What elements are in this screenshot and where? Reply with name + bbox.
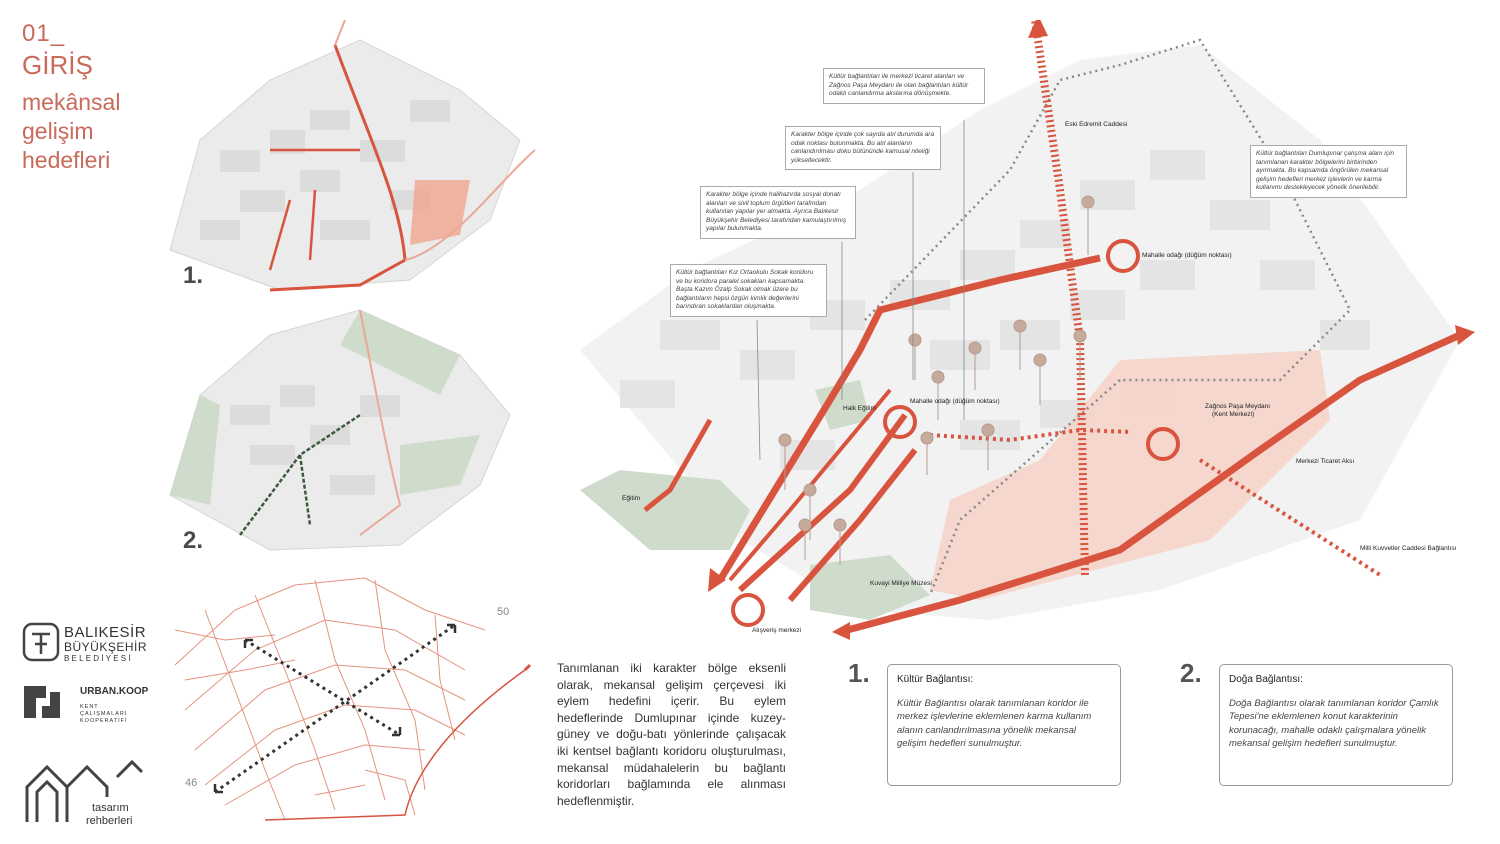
balikesir-line-2: BÜYÜKŞEHİR [64,640,148,654]
urbankoop-line-1: KENT [80,704,99,710]
box-2-text: Doğa Bağlantısı olarak tanımlanan koridor Çamlık Tepesi'ne eklemlenen konut karakterinin korunacağı, mahalle odaklı çalışmalara yönelik mekansal gelişim hedefleri sunulmuştur. [1229,698,1439,749]
doga-baglantisi-box [1219,664,1453,786]
box-1-text: Kültür Bağlantısı olarak tanımlanan koridor ile merkez işlevlerine eklemlenen karma kullanım alanın canlandırılmasına yönelik mekansal gelişim hedefleri sunulmuştur. [897,698,1092,749]
balikesir-line-3: BELEDİYESİ [64,654,133,663]
figure-1-map [160,20,550,300]
box-1-title: Kültür Bağlantısı: [897,674,974,685]
balikesir-line-1: BALIKESİR [64,624,147,641]
label-zagnos: Zağnos Paşa Meydanı [1205,403,1271,410]
label-egitim: Eğitim [622,495,641,502]
urbankoop-title: URBAN.KOOP [80,686,149,697]
tasarim-house-icon [22,752,152,824]
page-subtitle [22,88,120,175]
map-note-5: Kültür bağlantıları Dumlupınar çalışma alanı için tanımlanan karakter bölgelerini birbirinden ayırmakta. Bu kapsamda öngörülen mekansal gelişim hedefleri merkez işlevlerin ve karma kullanımı destekleyecek yönelik önerilebilir. [1250,145,1407,198]
label-kuvayi-milliye: Kuvayi Milliye Müzesi [870,580,932,587]
figure-2-label: 2. [183,527,204,554]
box-2-number: 2. [1180,658,1202,688]
tasarim-rehberleri-logo [22,752,152,829]
urbankoop-line-2: ÇALIŞMALARI [80,711,128,717]
subtitle-line-1: mekânsal [22,89,121,115]
node-circle-4 [733,595,763,625]
balikesir-logo [22,622,148,667]
body-paragraph: Tanımlanan iki karakter bölge eksenli olarak, mekansal gelişim çerçevesi iki eylem hedefini içerir. Bu eylem hedeflerinde Dumlupınar içinde kuzey-güney ve doğu-batı yönlerinde çalışacak iki kentsel bağlantı koridoru oluşturulması, mekansal müdahalelerin bu bağlantı koridorları bağlamında ele alınması hedeflenmiştir. [557,661,786,808]
label-mahalle-odagi-1: Mahalle odağı (düğüm noktası) [1142,252,1232,259]
figure-3-label-left: 46 [185,777,198,789]
map-note-2: Karakter bölge içinde çok sayıda atıl durumda ara odak noktası bulunmakta. Bu atıl alanların canlandırılması doku bütününde kamusal niteliği yükseltecektir. [785,126,941,170]
section-number: 01_ [22,20,66,47]
page-title: GİRİŞ [22,50,93,80]
tasarim-line-1: tasarım [92,802,129,814]
kultur-baglantisi-box [887,664,1121,786]
label-kent-merkezi: (Kent Merkezi) [1212,411,1255,418]
urbankoop-logo [22,684,149,725]
subtitle-line-3: hedefleri [22,147,111,173]
figure-3-label-right: 50 [497,606,510,618]
urbankoop-emblem-icon [22,684,62,720]
label-alisveris: Alışveriş merkezi [752,627,802,634]
subtitle-line-2: gelişim [22,118,94,144]
main-axonometric-map [560,20,1500,640]
label-mahalle-odagi-2: Mahalle odağı (düğüm noktası) [910,398,1000,405]
map-note-3: Karakter bölge içinde halihazırda sosyal donatı alanları ve sivil toplum örgütleri tarafından kullanılan yapılar yer almakta. Ayrıca Balıkesir Büyükşehir Belediyesi tarafından kamulaştırılmış yapılar bulunmakta. [700,186,856,239]
label-eski-edremit: Eski Edremit Caddesi [1065,121,1128,128]
map-note-1: Kültür bağlantıları ile merkezi ticaret alanları ve Zağnos Paşa Meydanı ile olan bağlantıları kültür odaklı canlandırma akslarına dönüşmekte. [823,68,985,104]
label-merkezi-ticaret: Merkezi Ticaret Aksı [1296,458,1355,465]
urbankoop-line-3: KOOPERATİFİ [80,718,128,724]
figure-1-label: 1. [183,262,204,289]
tasarim-line-2: rehberleri [86,815,133,827]
box-2-title: Doğa Bağlantısı: [1229,674,1303,685]
label-milli-kuvvetler: Milli Kuvvetler Caddesi Bağlantısı [1360,545,1457,552]
box-1-number: 1. [848,658,870,688]
map-note-4: Kültür bağlantıları Kız Ortaokulu Sokak koridoru ve bu koridora paralel sokakları kapsamakta. Başta Kazım Özalp Sokak olmak üzere bu bağlantıların hepsi özgün kimlik değerlerini barındıran sokaklardan oluşmakta. [670,264,827,317]
balikesir-emblem-icon [22,622,60,662]
figure-2-map [160,305,550,555]
label-halk-egitim: Halk Eğitim [843,405,876,412]
